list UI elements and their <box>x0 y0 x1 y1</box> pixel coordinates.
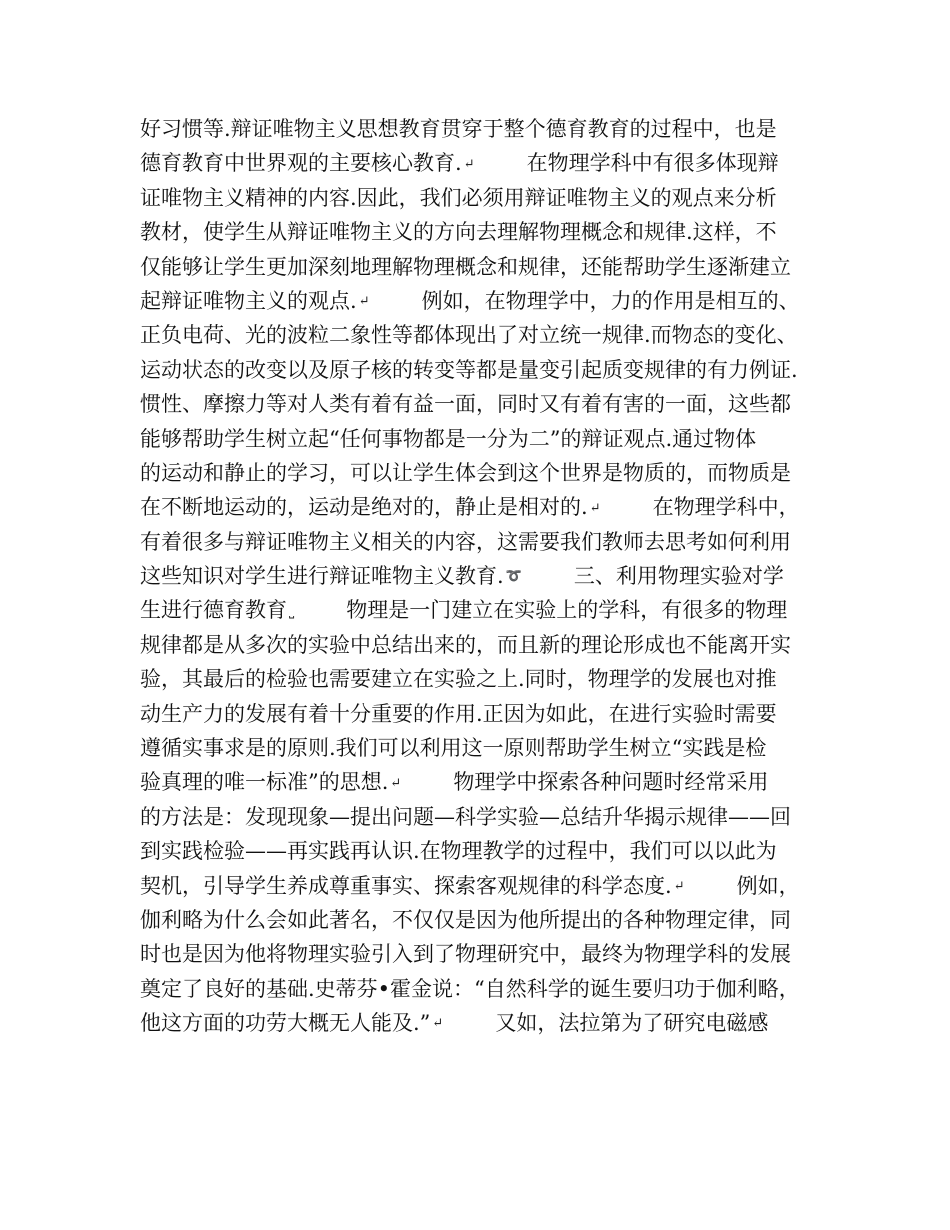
text-segment: 证唯物主义精神的内容.因此，我们必须用辩证唯物主义的观点来分析 <box>140 185 777 210</box>
text-segment: 这些知识对学生进行辩证唯物主义教育. <box>140 564 504 589</box>
bracket-glyph-icon: ⎵ <box>289 603 295 619</box>
text-line <box>140 731 830 765</box>
return-arrow-icon: ↵ <box>432 1016 444 1032</box>
text-segment: 好习惯等.辩证唯物主义思想教育贯穿于整个德育教育的过程中，也是 <box>140 117 777 141</box>
text-line <box>140 903 830 937</box>
text-line <box>140 181 830 215</box>
text-segment: 仅能够让学生更加深刻地理解物理概念和规律，还能帮助学生逐渐建立 <box>140 254 791 279</box>
return-arrow-icon: ↵ <box>390 775 402 791</box>
text-segment: 三、利用物理实验对学 <box>573 564 784 589</box>
text-segment: 规律都是从多次的实验中总结出来的，而且新的理论形成也不能离开实 <box>140 632 791 657</box>
text-segment: 有着很多与辩证唯物主义相关的内容，这需要我们教师去思考如何利用 <box>140 529 791 554</box>
text-segment: 物理学中探索各种问题时经常采用 <box>453 770 769 795</box>
text-segment: 时也是因为他将物理实验引入到了物理研究中，最终为物理学科的发展 <box>140 942 791 967</box>
text-line <box>140 146 830 180</box>
text-line <box>140 972 830 1006</box>
text-segment: 奠定了良好的基础.史蒂芬•霍金说：“自然科学的诞生要归功于伽利略， <box>140 976 800 1001</box>
text-line <box>140 422 830 456</box>
return-arrow-icon: ↵ <box>589 500 601 516</box>
text-segment: 的方法是：发现现象—提出问题—科学实验—总结升华揭示规律——回 <box>140 804 791 829</box>
text-line <box>140 662 830 696</box>
text-segment: 在物理学科中， <box>652 495 800 520</box>
text-line <box>140 456 830 490</box>
text-segment: 在不断地运动的，运动是绝对的，静止是相对的. <box>140 495 588 520</box>
text-segment: 德育教育中世界观的主要核心教育. <box>140 151 462 176</box>
return-arrow-icon: ↵ <box>463 156 475 172</box>
curl-glyph-icon: ➰ <box>505 569 522 585</box>
text-segment: 又如，法拉第为了研究电磁感 <box>495 1011 769 1036</box>
text-segment: 动生产力的发展有着十分重要的作用.正因为如此，在进行实验时需要 <box>140 701 777 726</box>
text-segment: 起辩证唯物主义的观点. <box>140 288 357 313</box>
text-segment: 他这方面的功劳大概无人能及.” <box>140 1011 431 1036</box>
text-line <box>140 800 830 834</box>
text-segment: 契机，引导学生养成尊重事实、探索客观规律的科学态度. <box>140 873 672 898</box>
text-line <box>140 834 830 868</box>
text-line <box>140 593 830 627</box>
text-line <box>140 387 830 421</box>
text-line <box>140 525 830 559</box>
text-segment: 能够帮助学生树立起“任何事物都是一分为二”的辩证观点.通过物体 <box>140 426 757 451</box>
text-line <box>140 559 830 593</box>
text-segment: 伽利略为什么会如此著名，不仅仅是因为他所提出的各种物理定律，同 <box>140 907 791 932</box>
text-line <box>140 628 830 662</box>
text-segment: 验真理的唯一标准”的思想. <box>140 770 389 795</box>
text-line <box>140 765 830 799</box>
text-line <box>140 215 830 249</box>
text-line <box>140 353 830 387</box>
text-line <box>140 697 830 731</box>
return-arrow-icon: ↵ <box>673 878 685 894</box>
text-line <box>140 250 830 284</box>
text-segment: 正负电荷、光的波粒二象性等都体现出了对立统一规律.而物态的变化、 <box>140 323 798 348</box>
text-segment: 在物理学科中有很多体现辩 <box>526 151 779 176</box>
text-line <box>140 318 830 352</box>
body-text <box>140 112 830 1041</box>
text-line <box>140 490 830 524</box>
text-line <box>140 112 830 146</box>
return-arrow-icon: ↵ <box>358 294 370 310</box>
text-segment: 遵循实事求是的原则.我们可以利用这一原则帮助学生树立“实践是检 <box>140 736 767 761</box>
text-segment: 生进行德育教育 <box>140 598 287 623</box>
text-segment: 运动状态的改变以及原子核的转变等都是量变引起质变规律的有力例证. <box>140 357 798 382</box>
text-segment: 验，其最后的检验也需要建立在实验之上.同时，物理学的发展也对推 <box>140 667 777 692</box>
text-segment: 惯性、摩擦力等对人类有着有益一面，同时又有着有害的一面，这些都 <box>140 392 791 417</box>
text-segment: 物理是一门建立在实验上的学科，有很多的物理 <box>346 598 788 623</box>
text-line <box>140 284 830 318</box>
text-segment: 例如， <box>736 873 800 898</box>
text-segment: 例如，在物理学中，力的作用是相互的、 <box>421 288 800 313</box>
text-line <box>140 937 830 971</box>
text-line <box>140 869 830 903</box>
text-line <box>140 1006 830 1040</box>
text-segment: 教材，使学生从辩证唯物主义的方向去理解物理概念和规律.这样，不 <box>140 220 777 245</box>
text-segment: 到实践检验——再实践再认识.在物理教学的过程中，我们可以以此为 <box>140 839 777 864</box>
text-segment: 的运动和静止的学习，可以让学生体会到这个世界是物质的，而物质是 <box>140 460 791 485</box>
